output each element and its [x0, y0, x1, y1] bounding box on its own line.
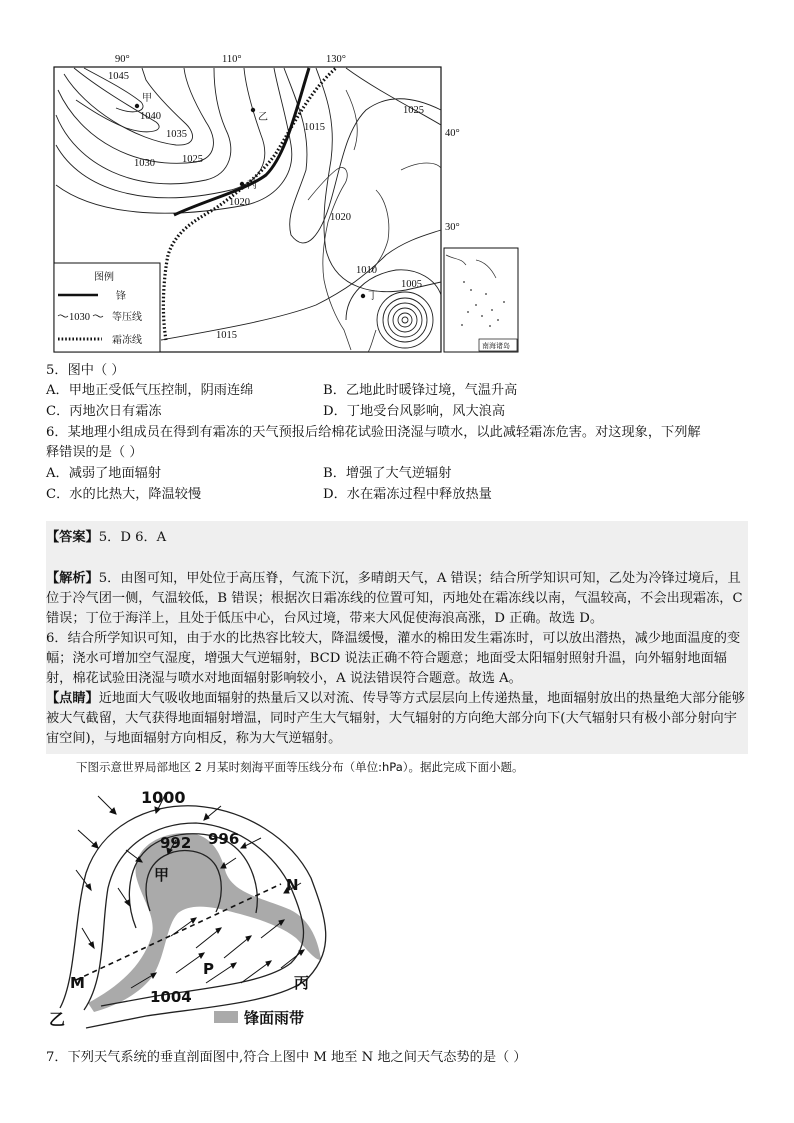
point-label-n: N — [286, 876, 299, 894]
lon-label-90: 90° — [115, 54, 130, 65]
analysis-q6: 6．结合所学知识可知，由于水的比热容比较大，降温缓慢，灌水的棉田发生霜冻时，可以放出潜热，减少地面温度的变幅；浇水可增加空气湿度，增强大气逆辐射，BCD 说法正确不符合题意；地面受太阳辐射照射升温，向外辐射地面辐射，棉花试验田浇湿与喷水对地面辐射影响较小，A 说法错误符合题意。故选 A。 — [46, 631, 741, 686]
lon-label-130: 130° — [326, 54, 346, 65]
place-dot — [135, 104, 139, 108]
q5-option-c: C．丙地次日有霜冻 — [46, 404, 162, 419]
legend-front-label: 锋 — [116, 291, 126, 302]
q6-option-c: C．水的比热大，降温较慢 — [46, 487, 202, 502]
legend-frost-label: 霜冻线 — [112, 335, 142, 346]
isobar-value: 1015 — [216, 330, 237, 341]
isobar-value: 1005 — [401, 279, 422, 290]
legend-rain-band-swatch — [214, 1011, 238, 1023]
rain-band — [88, 833, 321, 1012]
point-label-p: P — [203, 960, 214, 978]
answer-text: 5．D 6．A — [98, 530, 167, 545]
legend-isobar-label: 等压线 — [112, 312, 142, 323]
isobar-value: 1025 — [403, 105, 424, 116]
weather-map-figure — [46, 50, 526, 355]
legend-isobar-value: 1030 — [69, 312, 90, 323]
analysis-block — [46, 569, 748, 749]
place-bing: 丙 — [247, 180, 257, 191]
analysis-label: 【解析】 — [46, 571, 99, 586]
q7-stem: 7．下列天气系统的垂直剖面图中,符合上图中 M 地至 N 地之间天气态势的是（ ） — [46, 1050, 527, 1065]
place-jia: 甲 — [142, 93, 152, 104]
q7-intro: 下图示意世界局部地区 2 月某时刻海平面等压线分布（单位:hPa）。据此完成下面小题。 — [76, 760, 524, 774]
answer-label: 【答案】 — [46, 530, 99, 545]
q6-stem-line2: 释错误的是（ ） — [46, 445, 143, 460]
q5-option-d: D．丁地受台风影响，风大浪高 — [323, 404, 506, 419]
lat-label-40: 40° — [445, 128, 460, 139]
legend-title: 图例 — [94, 272, 114, 283]
isobar-label-1000: 1000 — [141, 788, 186, 807]
legend-rain-band-label: 锋面雨带 — [244, 1009, 305, 1027]
tip-text: 近地面大气吸收地面辐射的热量后又以对流、传导等方式层层向上传递热量，地面辐射放出的热量绝大部分能够被大气截留，大气获得地面辐射增温，同时产生大气辐射，大气辐射的方向绝大部分向下(大气辐射只有极小部分射向宇宙空间)，与地面辐射方向相反，称为大气逆辐射。 — [46, 691, 745, 746]
isobar-value: 1030 — [134, 158, 155, 169]
isobar-value: 1040 — [140, 111, 161, 122]
map-legend — [54, 263, 160, 352]
lat-label-30: 30° — [445, 222, 460, 233]
isobar-label-996: 996 — [208, 830, 240, 848]
isobar-value: 1020 — [229, 197, 250, 208]
q5-option-b: B．乙地此时暖锋过境，气温升高 — [323, 383, 518, 398]
isobar-label-992: 992 — [160, 834, 192, 852]
place-dot — [361, 294, 365, 298]
isobar-value: 1045 — [108, 71, 129, 82]
isobar-value: 1015 — [304, 122, 325, 133]
isobar-value: 1020 — [330, 212, 351, 223]
place-dot — [251, 108, 255, 112]
answer-line — [46, 528, 166, 548]
q6-option-b: B．增强了大气逆辐射 — [323, 466, 452, 481]
inset-label: 南海诸岛 — [482, 342, 510, 350]
front-map-figure — [46, 778, 346, 1033]
place-ding: 丁 — [368, 291, 378, 302]
place-label-jia: 甲 — [154, 866, 170, 884]
isobar-value: 1010 — [356, 265, 377, 276]
front-isobar-map — [46, 778, 346, 1033]
place-label-yi: 乙 — [49, 1010, 66, 1029]
tip-label: 【点睛】 — [46, 691, 99, 706]
place-yi: 乙 — [258, 112, 268, 123]
isobar-value: 1025 — [182, 154, 203, 165]
q6-stem-line1: 6．某地理小组成员在得到有霜冻的天气预报后给棉花试验田浇湿与喷水，以此减轻霜冻危害。对这现象，下列解 — [46, 425, 701, 440]
isobar-label-1004: 1004 — [150, 988, 192, 1006]
tip-paragraph — [46, 689, 748, 749]
isobar-map — [46, 50, 526, 355]
isobar-value: 1035 — [166, 129, 187, 140]
place-label-bing: 丙 — [294, 974, 310, 992]
point-label-m: M — [70, 974, 85, 992]
q5-stem: 5．图中（ ） — [46, 363, 125, 378]
south-china-sea-inset — [444, 248, 518, 352]
lon-label-110: 110° — [222, 54, 242, 65]
analysis-q5 — [46, 569, 748, 629]
q5-option-a: A．甲地正受低气压控制，阴雨连绵 — [46, 383, 254, 398]
analysis-q5-text: 5．由图可知，甲处位于高压脊，气流下沉，多晴朗天气，A 错误；结合所学知识可知，乙处为冷锋过境后，且位于冷气团一侧，气温较低，B 错误；根据次日霜冻线的位置可知，丙地处在霜冻线以南，气温较高，不会出现霜冻，C 错误；丁位于海洋上，且处于低压中心，台风过境，带来大风促使海浪高涨，D 正确。故选 D。 — [46, 571, 743, 626]
q6-option-d: D．水在霜冻过程中释放热量 — [323, 487, 492, 502]
place-dot — [240, 182, 244, 186]
q6-option-a: A．减弱了地面辐射 — [46, 466, 162, 481]
